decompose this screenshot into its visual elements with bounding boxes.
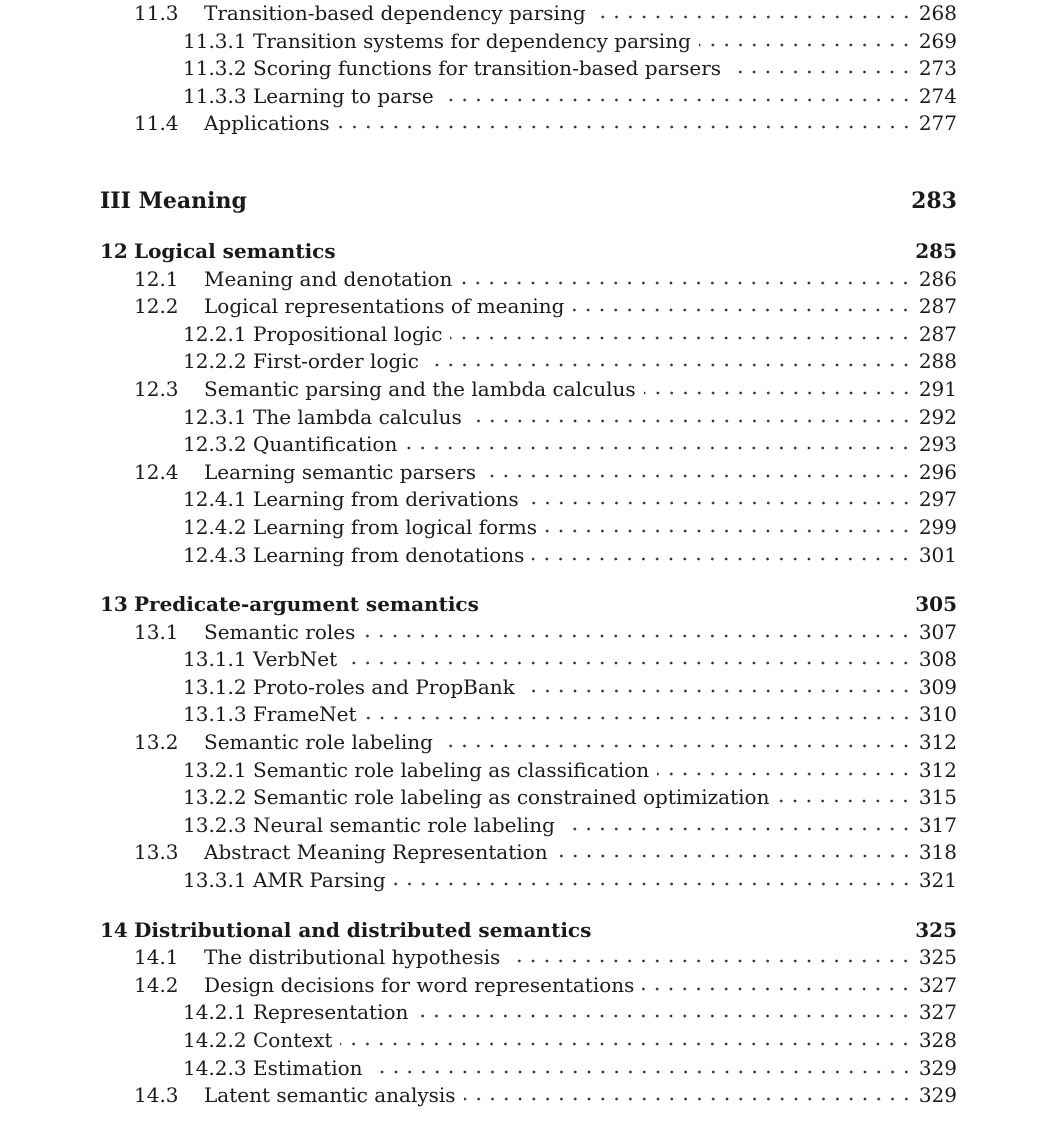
entry-number: 11.3.2 — [183, 56, 247, 81]
entry-number: 12.3 — [134, 376, 179, 401]
part-number: III — [100, 187, 131, 214]
page-number: 301 — [918, 542, 957, 567]
page-number: 287 — [918, 321, 957, 346]
toc-entry[interactable] — [100, 972, 957, 1000]
dot-leader — [450, 335, 912, 341]
entry-number: 12.3.2 — [183, 432, 247, 457]
toc-entry[interactable] — [100, 55, 957, 83]
entry-number: 13.3.1 — [183, 868, 247, 893]
entry-number: 13.3 — [134, 840, 179, 865]
entry-number: 12.2.1 — [183, 321, 247, 346]
toc-entry[interactable] — [100, 999, 957, 1027]
page-number: 312 — [918, 730, 957, 755]
dot-leader — [508, 958, 913, 964]
page-number: 274 — [918, 83, 957, 108]
toc-entry[interactable] — [100, 1055, 957, 1083]
toc-entry[interactable] — [100, 729, 957, 757]
toc-entry[interactable] — [100, 321, 957, 349]
page-number: 325 — [918, 945, 957, 970]
page-number: 277 — [918, 111, 957, 136]
toc-entry[interactable] — [100, 110, 957, 138]
entry-number: 12.4.1 — [183, 487, 247, 512]
dot-leader — [527, 500, 913, 506]
entry-number: 14.3 — [134, 1083, 179, 1108]
entry-title: Proto-roles and PropBank — [253, 674, 515, 699]
dot-leader — [644, 390, 913, 396]
page-number: 329 — [918, 1055, 957, 1080]
entry-title: AMR Parsing — [253, 868, 386, 893]
entry-number: 11.3 — [134, 1, 179, 25]
entry-number: 11.3.3 — [183, 83, 247, 108]
dot-leader — [563, 826, 913, 832]
dot-leader — [642, 986, 912, 992]
page-number: 328 — [918, 1028, 957, 1052]
entry-number: 12 — [100, 238, 128, 263]
entry-title: Transition-based dependency parsing — [204, 1, 586, 25]
page-number: 309 — [918, 674, 957, 699]
entry-number: 12.2.2 — [183, 349, 247, 374]
toc-entry[interactable] — [100, 867, 957, 895]
page-number: 286 — [918, 266, 957, 291]
entry-title: Learning from logical forms — [253, 514, 537, 539]
page-number: 312 — [918, 757, 957, 782]
dot-leader — [699, 42, 913, 48]
dot-leader — [442, 97, 913, 103]
toc-chapter[interactable] — [100, 591, 957, 619]
entry-number: 13.1.2 — [183, 674, 247, 699]
entry-number: 13.1.1 — [183, 647, 247, 672]
toc-entry[interactable] — [100, 293, 957, 321]
entry-title: The lambda calculus — [253, 404, 462, 429]
entry-title: FrameNet — [253, 702, 357, 727]
toc-chapter[interactable] — [100, 917, 957, 945]
toc-entry[interactable] — [100, 431, 957, 459]
dot-leader — [572, 307, 912, 313]
page-number: 285 — [915, 238, 957, 263]
entry-title: Representation — [253, 1000, 409, 1025]
dot-leader — [416, 1013, 912, 1019]
toc-entry[interactable] — [100, 404, 957, 432]
entry-number: 14.2.1 — [183, 1000, 247, 1025]
dot-leader — [427, 362, 913, 368]
toc-entry[interactable] — [100, 839, 957, 867]
entry-number: 13.2.3 — [183, 812, 247, 837]
dot-leader — [532, 556, 912, 562]
entry-title: Logical semantics — [134, 238, 336, 263]
entry-title: Semantic role labeling as classification — [253, 757, 650, 782]
toc-part[interactable] — [100, 186, 957, 216]
entry-number: 12.3.1 — [183, 404, 247, 429]
entry-title: Quantification — [253, 432, 398, 457]
entry-number: 12.2 — [134, 294, 179, 319]
part-title: Meaning — [138, 187, 247, 214]
entry-title: Context — [253, 1028, 333, 1052]
dot-leader — [460, 280, 912, 286]
entry-title: Predicate-argument semantics — [134, 592, 479, 617]
page-number: 308 — [918, 647, 957, 672]
toc-entry[interactable] — [100, 944, 957, 972]
entry-number: 13.1.3 — [183, 702, 247, 727]
entry-title: Transition systems for dependency parsing — [253, 28, 691, 53]
dot-leader — [594, 14, 913, 20]
entry-number: 13.2.1 — [183, 757, 247, 782]
page-number: 273 — [918, 56, 957, 81]
toc-entry[interactable] — [100, 486, 957, 514]
entry-number: 14 — [100, 917, 128, 942]
entry-title: Learning from denotations — [253, 542, 525, 567]
dot-leader — [365, 715, 913, 721]
dot-leader — [394, 881, 913, 887]
page-number: 287 — [918, 294, 957, 319]
entry-title: Design decisions for word representations — [204, 972, 635, 997]
page-number: 325 — [915, 917, 957, 942]
entry-number: 11.3.1 — [183, 28, 247, 53]
toc-entry[interactable] — [100, 1027, 957, 1055]
dot-leader — [338, 124, 913, 130]
page-number: 317 — [918, 812, 957, 837]
entry-title: Neural semantic role labeling — [253, 812, 555, 837]
toc-entry[interactable] — [100, 459, 957, 487]
dot-leader — [441, 743, 913, 749]
entry-number: 12.4 — [134, 459, 179, 484]
page-number: 321 — [918, 868, 957, 893]
entry-title: Latent semantic analysis — [204, 1083, 456, 1108]
dot-leader — [470, 418, 913, 424]
entry-number: 13.2 — [134, 730, 179, 755]
toc-entry[interactable] — [100, 0, 957, 28]
dot-leader — [523, 688, 913, 694]
page-number: 310 — [918, 702, 957, 727]
page-number: 305 — [915, 592, 957, 617]
toc-entry[interactable] — [100, 376, 957, 404]
toc-entry[interactable] — [100, 83, 957, 111]
page-number: 318 — [918, 840, 957, 865]
entry-number: 12.4.2 — [183, 514, 247, 539]
entry-number: 14.2.3 — [183, 1055, 247, 1080]
dot-leader — [484, 473, 913, 479]
entry-title: Logical representations of meaning — [204, 294, 565, 319]
entry-number: 12.4.3 — [183, 542, 247, 567]
page-number: 293 — [918, 432, 957, 457]
toc-entry[interactable] — [100, 784, 957, 812]
dot-leader — [464, 1096, 913, 1102]
page-number: 315 — [918, 785, 957, 810]
toc-entry[interactable] — [100, 514, 957, 542]
toc-entry[interactable] — [100, 701, 957, 729]
entry-number: 11.4 — [134, 111, 179, 136]
entry-title: The distributional hypothesis — [204, 945, 501, 970]
toc-entry[interactable] — [100, 757, 957, 785]
toc-entry[interactable] — [100, 674, 957, 702]
page-number: 307 — [918, 619, 957, 644]
toc-entry[interactable] — [100, 619, 957, 647]
toc-entry[interactable] — [100, 1082, 957, 1110]
page-number: 297 — [918, 487, 957, 512]
page-number: 296 — [918, 459, 957, 484]
entry-number: 14.2 — [134, 972, 179, 997]
dot-leader — [340, 1041, 912, 1047]
page-number: 269 — [918, 28, 957, 53]
dot-leader — [363, 633, 912, 639]
entry-title: Learning semantic parsers — [204, 459, 476, 484]
entry-title: Semantic parsing and the lambda calculus — [204, 376, 636, 401]
entry-number: 13 — [100, 592, 128, 617]
dot-leader — [405, 445, 912, 451]
entry-title: Learning to parse — [253, 83, 434, 108]
page-number: 283 — [911, 187, 957, 214]
dot-leader — [556, 853, 913, 859]
entry-title: Abstract Meaning Representation — [204, 840, 548, 865]
entry-number: 14.2.2 — [183, 1028, 247, 1052]
entry-title: Meaning and denotation — [204, 266, 453, 291]
dot-leader — [777, 798, 912, 804]
toc-entry[interactable] — [100, 28, 957, 56]
entry-title: Learning from derivations — [253, 487, 519, 512]
entry-title: Applications — [204, 111, 330, 136]
entry-number: 13.2.2 — [183, 785, 247, 810]
toc-chapter[interactable] — [100, 238, 957, 266]
page-number: 329 — [918, 1083, 957, 1108]
entry-title: First-order logic — [253, 349, 419, 374]
page-number: 292 — [918, 404, 957, 429]
toc-entry[interactable] — [100, 348, 957, 376]
dot-leader — [657, 771, 913, 777]
entry-title: Estimation — [253, 1055, 363, 1080]
toc-entry[interactable] — [100, 646, 957, 674]
toc-entry[interactable] — [100, 266, 957, 294]
entry-number: 14.1 — [134, 945, 179, 970]
page-number: 299 — [918, 514, 957, 539]
dot-leader — [729, 69, 913, 75]
dot-leader — [345, 660, 913, 666]
dot-leader — [371, 1069, 913, 1075]
page-number: 288 — [918, 349, 957, 374]
entry-title: Distributional and distributed semantics — [134, 917, 592, 942]
entry-number: 12.1 — [134, 266, 179, 291]
toc-entry[interactable] — [100, 542, 957, 570]
entry-title: VerbNet — [253, 647, 338, 672]
page-number: 291 — [918, 376, 957, 401]
entry-title: Propositional logic — [253, 321, 443, 346]
page-number: 327 — [918, 1000, 957, 1025]
table-of-contents — [100, 0, 957, 1110]
entry-title: Semantic role labeling — [204, 730, 433, 755]
entry-title: Semantic roles — [204, 619, 356, 644]
dot-leader — [545, 528, 913, 534]
toc-entry[interactable] — [100, 812, 957, 840]
page-number: 327 — [918, 972, 957, 997]
entry-title: Scoring functions for transition-based parsers — [253, 56, 722, 81]
entry-number: 13.1 — [134, 619, 179, 644]
page-number: 268 — [918, 1, 957, 25]
entry-title: Semantic role labeling as constrained optimization — [253, 785, 770, 810]
